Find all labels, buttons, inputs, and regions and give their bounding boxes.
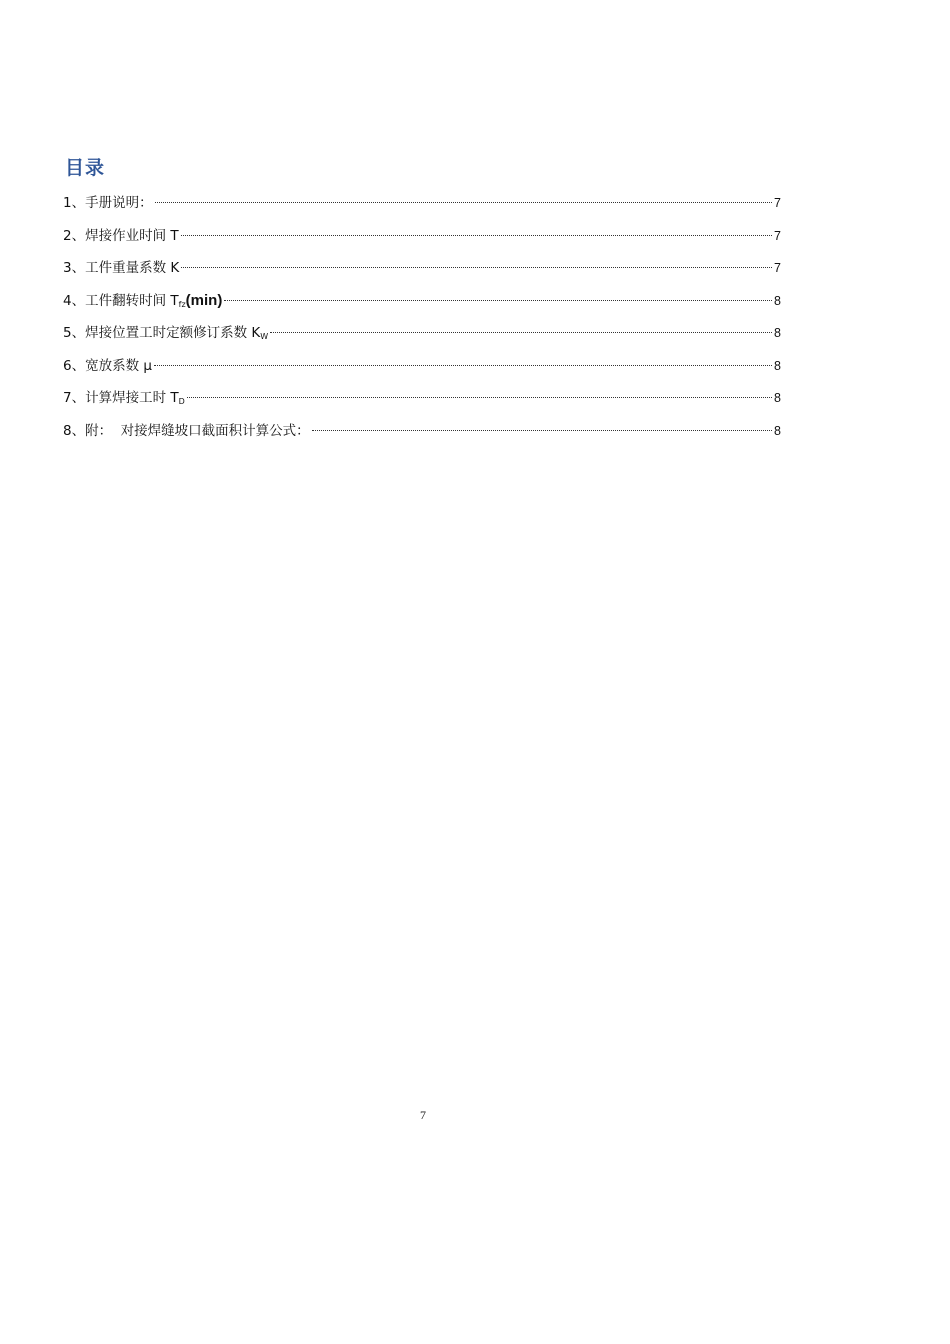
toc-dot-leader: [181, 267, 772, 268]
toc-entry-8[interactable]: [63, 418, 781, 451]
toc-entry-page: 8: [774, 293, 781, 308]
toc-entry-page: 7: [774, 228, 781, 243]
toc-entry-1[interactable]: [63, 190, 781, 223]
toc-entry-page: 8: [774, 326, 781, 340]
toc-title: 目录: [65, 157, 106, 179]
toc-entry-label: 4、工件翻转时间 $T_{fz}(\min)$: [63, 291, 223, 309]
toc-entry-page: 8: [774, 391, 781, 405]
toc-dot-leader: [155, 202, 772, 203]
toc-entry-subscript: W: [260, 332, 269, 341]
toc-entry-3[interactable]: [63, 255, 781, 288]
toc-dot-leader: [270, 332, 772, 333]
toc-entry-label: 5、焊接位置工时定额修订系数 $K_W$: [63, 325, 269, 341]
toc-entry-label: 3、工件重量系数 K: [63, 260, 180, 276]
toc-entry-page: 7: [774, 196, 781, 210]
toc-dot-leader: [187, 397, 772, 398]
toc-entry-label: 2、焊接作业时间 T: [63, 227, 179, 244]
toc-entry-2[interactable]: [63, 223, 781, 256]
toc-entry-6[interactable]: [63, 353, 781, 386]
toc-dot-leader: [181, 235, 772, 236]
toc-entry-label: 8、附： 对接焊缝坡口截面积计算公式：: [63, 422, 310, 439]
toc-entry-subscript: fz: [178, 299, 186, 309]
toc-dot-leader: [154, 365, 772, 366]
toc-list: [63, 190, 781, 450]
page-number: 7: [420, 1108, 426, 1122]
toc-entry-5[interactable]: [63, 320, 781, 353]
toc-entry-page: 7: [774, 261, 781, 275]
toc-dot-leader: [312, 430, 772, 431]
toc-entry-page: 8: [774, 358, 781, 373]
toc-entry-subscript: D: [178, 397, 185, 406]
toc-entry-label: 1、手册说明：: [63, 195, 153, 211]
toc-entry-page: 8: [774, 423, 781, 438]
toc-entry-label: 7、计算焊接工时 $T_D$: [63, 390, 185, 406]
toc-entry-suffix: (min): [185, 291, 223, 309]
toc-entry-4[interactable]: [63, 288, 781, 321]
toc-entry-label: 6、宽放系数 μ: [63, 357, 152, 374]
toc-dot-leader: [224, 300, 772, 301]
toc-entry-7[interactable]: [63, 385, 781, 418]
